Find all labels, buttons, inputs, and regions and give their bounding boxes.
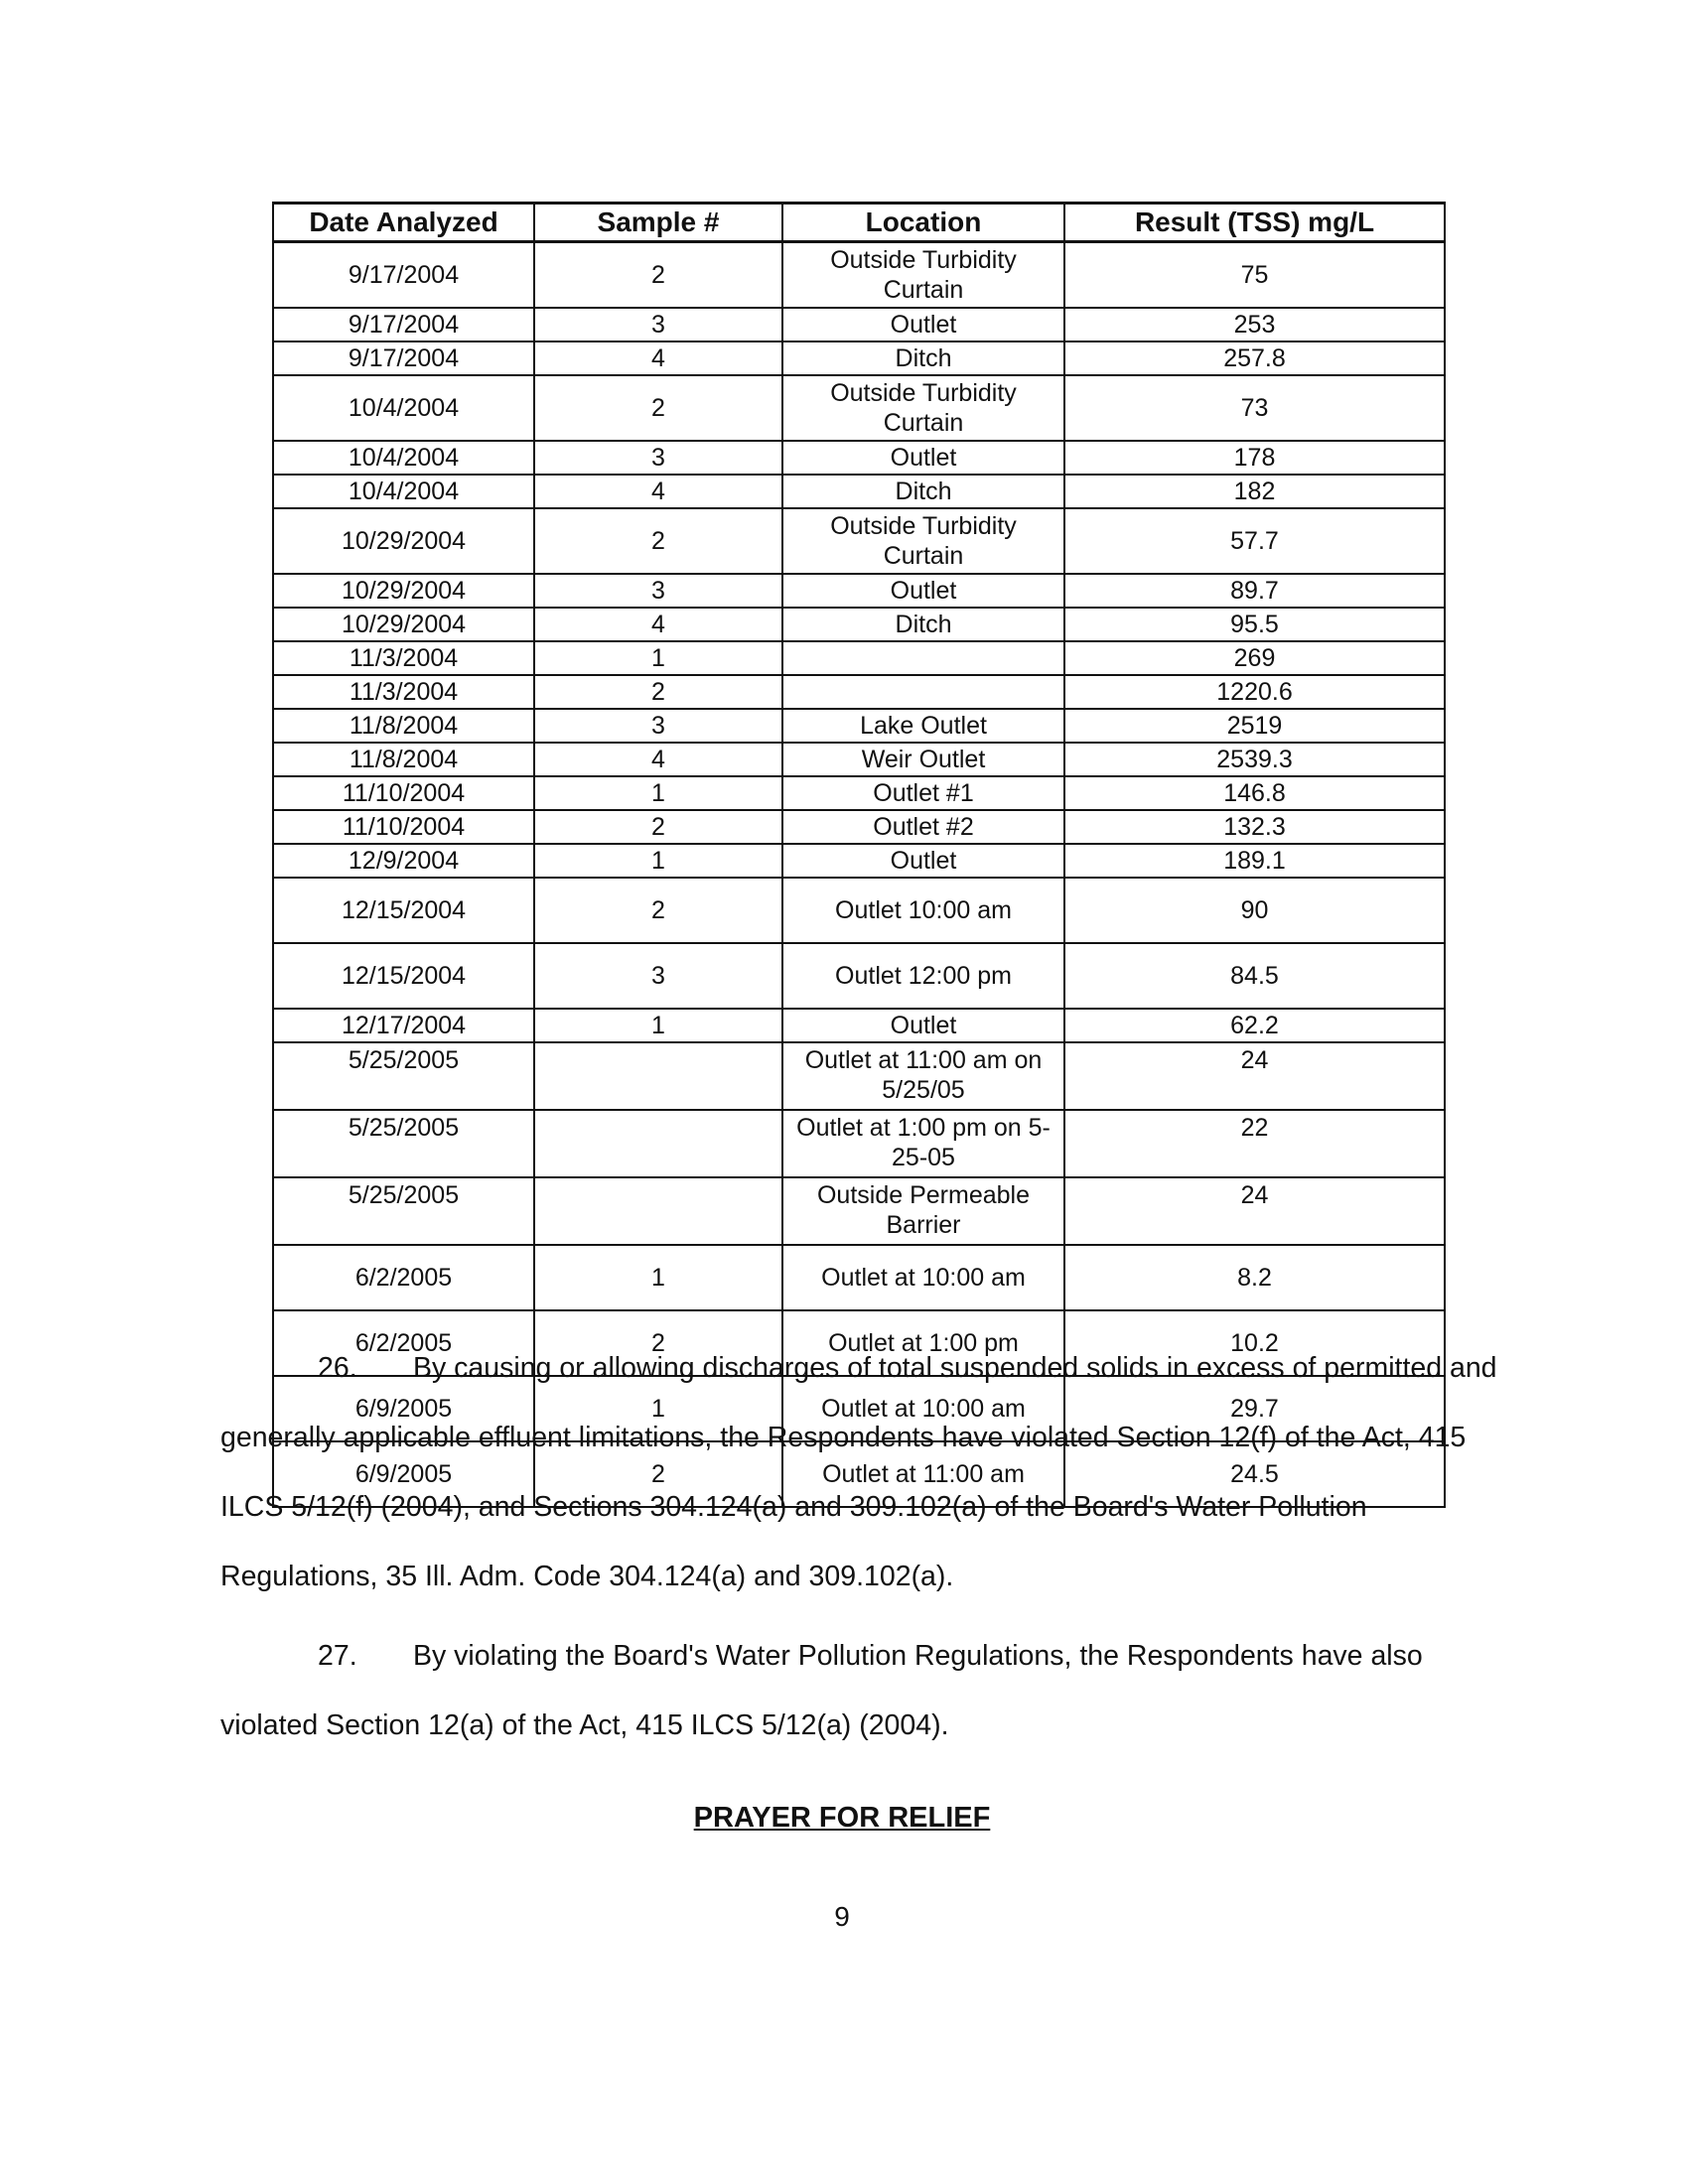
cell-result: 10.2 [1064,1310,1445,1376]
cell-result: 132.3 [1064,810,1445,844]
cell-date: 6/2/2005 [273,1310,534,1376]
cell-location: Ditch [782,341,1064,375]
cell-location: Ditch [782,475,1064,508]
cell-location: Outside Turbidity Curtain [782,508,1064,574]
cell-result: 73 [1064,375,1445,441]
cell-location: Weir Outlet [782,743,1064,776]
paragraph-text: By causing or allowing discharges of total suspended solids in excess of permitted and generally applicable effluent limitations, the Respondents have violated Section 12(f) of the Act, 415 ILCS 5/12(f) (2004), and Sections 304.124(a) and 309.102(a) of the Board's Water Pollution Regulations, 35 Ill. Adm. Code 304.124(a) and 309.102(a). [220,1352,1497,1592]
cell-date: 9/17/2004 [273,308,534,341]
cell-location: Outlet #2 [782,810,1064,844]
cell-sample: 3 [534,943,782,1009]
cell-location: Outlet [782,1009,1064,1042]
table-row [273,341,1445,375]
table-row [273,1110,1445,1177]
cell-date: 10/29/2004 [273,574,534,608]
cell-date: 11/8/2004 [273,743,534,776]
cell-result: 62.2 [1064,1009,1445,1042]
cell-date: 6/9/2005 [273,1376,534,1441]
cell-result: 24.5 [1064,1441,1445,1507]
section-heading: PRAYER FOR RELIEF [693,1802,991,1834]
cell-result: 182 [1064,475,1445,508]
cell-date: 11/3/2004 [273,641,534,675]
cell-result: 24 [1064,1042,1445,1110]
cell-date: 5/25/2005 [273,1177,534,1245]
cell-result: 24 [1064,1177,1445,1245]
cell-sample: 4 [534,475,782,508]
table-row [273,475,1445,508]
cell-location: Outlet #1 [782,776,1064,810]
cell-sample: 3 [534,574,782,608]
cell-result: 22 [1064,1110,1445,1177]
cell-result: 84.5 [1064,943,1445,1009]
tss-results-table [272,202,1446,1508]
cell-sample: 1 [534,1245,782,1310]
table-row [273,441,1445,475]
page-number: 9 [834,1901,850,1932]
table-row [273,743,1445,776]
paragraph-number: 26. [318,1352,357,1384]
cell-sample: 2 [534,675,782,709]
table-row [273,844,1445,878]
cell-result: 2519 [1064,709,1445,743]
cell-location: Ditch [782,608,1064,641]
cell-location: Outlet [782,844,1064,878]
cell-date: 11/10/2004 [273,776,534,810]
cell-date: 11/10/2004 [273,810,534,844]
cell-location: Outlet at 11:00 am on 5/25/05 [782,1042,1064,1110]
header-result: Result (TSS) mg/L [1064,204,1445,242]
cell-location: Outlet [782,308,1064,341]
cell-sample: 1 [534,1376,782,1441]
cell-date: 9/17/2004 [273,341,534,375]
cell-location: Outside Turbidity Curtain [782,375,1064,441]
cell-sample: 2 [534,878,782,943]
cell-result: 189.1 [1064,844,1445,878]
cell-sample [534,1177,782,1245]
table-row [273,1042,1445,1110]
table-row [273,375,1445,441]
cell-location: Outlet [782,574,1064,608]
cell-result: 146.8 [1064,776,1445,810]
cell-sample [534,1042,782,1110]
cell-result: 269 [1064,641,1445,675]
table-row [273,574,1445,608]
cell-location: Outside Permeable Barrier [782,1177,1064,1245]
paragraph-number: 27. [318,1640,357,1672]
cell-sample: 2 [534,242,782,309]
header-sample-number: Sample # [534,204,782,242]
cell-sample: 3 [534,441,782,475]
cell-date: 12/9/2004 [273,844,534,878]
cell-date: 12/17/2004 [273,1009,534,1042]
cell-date: 10/4/2004 [273,475,534,508]
header-location: Location [782,204,1064,242]
cell-result: 1220.6 [1064,675,1445,709]
table-body [273,242,1445,1508]
table-row [273,878,1445,943]
cell-sample: 3 [534,709,782,743]
table-row [273,776,1445,810]
cell-sample: 1 [534,776,782,810]
cell-sample: 1 [534,1009,782,1042]
cell-date: 5/25/2005 [273,1042,534,1110]
cell-date: 6/2/2005 [273,1245,534,1310]
cell-location: Outlet at 10:00 am [782,1245,1064,1310]
cell-date: 5/25/2005 [273,1110,534,1177]
cell-result: 89.7 [1064,574,1445,608]
table-row [273,641,1445,675]
cell-sample [534,1110,782,1177]
cell-location: Outlet at 1:00 pm [782,1310,1064,1376]
cell-date: 11/3/2004 [273,675,534,709]
cell-location: Outlet 12:00 pm [782,943,1064,1009]
cell-result: 8.2 [1064,1245,1445,1310]
cell-date: 12/15/2004 [273,943,534,1009]
table-row [273,242,1445,309]
cell-sample: 3 [534,308,782,341]
cell-result: 257.8 [1064,341,1445,375]
cell-result: 90 [1064,878,1445,943]
table-row [273,943,1445,1009]
cell-location: Outlet at 11:00 am [782,1441,1064,1507]
cell-location: Outlet at 10:00 am [782,1376,1064,1441]
cell-sample: 2 [534,1310,782,1376]
cell-location: Outside Turbidity Curtain [782,242,1064,309]
cell-result: 29.7 [1064,1376,1445,1441]
cell-sample: 2 [534,810,782,844]
paragraph-27 [220,1621,1501,1760]
cell-result: 253 [1064,308,1445,341]
cell-date: 6/9/2005 [273,1441,534,1507]
cell-sample: 4 [534,608,782,641]
cell-date: 10/29/2004 [273,608,534,641]
table-row [273,608,1445,641]
paragraph-26 [220,1333,1501,1611]
cell-location: Lake Outlet [782,709,1064,743]
cell-sample: 4 [534,743,782,776]
cell-result: 95.5 [1064,608,1445,641]
cell-sample: 4 [534,341,782,375]
cell-result: 57.7 [1064,508,1445,574]
table-row [273,1009,1445,1042]
cell-sample: 2 [534,375,782,441]
table-row [273,709,1445,743]
cell-sample: 2 [534,508,782,574]
cell-date: 10/4/2004 [273,441,534,475]
table-row [273,810,1445,844]
cell-location [782,675,1064,709]
cell-location: Outlet [782,441,1064,475]
cell-date: 9/17/2004 [273,242,534,309]
cell-sample: 1 [534,844,782,878]
cell-location: Outlet 10:00 am [782,878,1064,943]
paragraph-text: By violating the Board's Water Pollution Regulations, the Respondents have also violated Section 12(a) of the Act, 415 ILCS 5/12(a) (2004). [220,1640,1423,1741]
table-row [273,1245,1445,1310]
cell-sample: 2 [534,1441,782,1507]
table-row [273,1177,1445,1245]
cell-sample: 1 [534,641,782,675]
table-row [273,508,1445,574]
cell-result: 75 [1064,242,1445,309]
header-date-analyzed: Date Analyzed [273,204,534,242]
cell-date: 10/4/2004 [273,375,534,441]
cell-result: 178 [1064,441,1445,475]
cell-date: 12/15/2004 [273,878,534,943]
cell-location: Outlet at 1:00 pm on 5-25-05 [782,1110,1064,1177]
cell-location [782,641,1064,675]
table-row [273,308,1445,341]
cell-date: 11/8/2004 [273,709,534,743]
cell-date: 10/29/2004 [273,508,534,574]
cell-result: 2539.3 [1064,743,1445,776]
table-header-row [273,204,1445,242]
table-row [273,675,1445,709]
